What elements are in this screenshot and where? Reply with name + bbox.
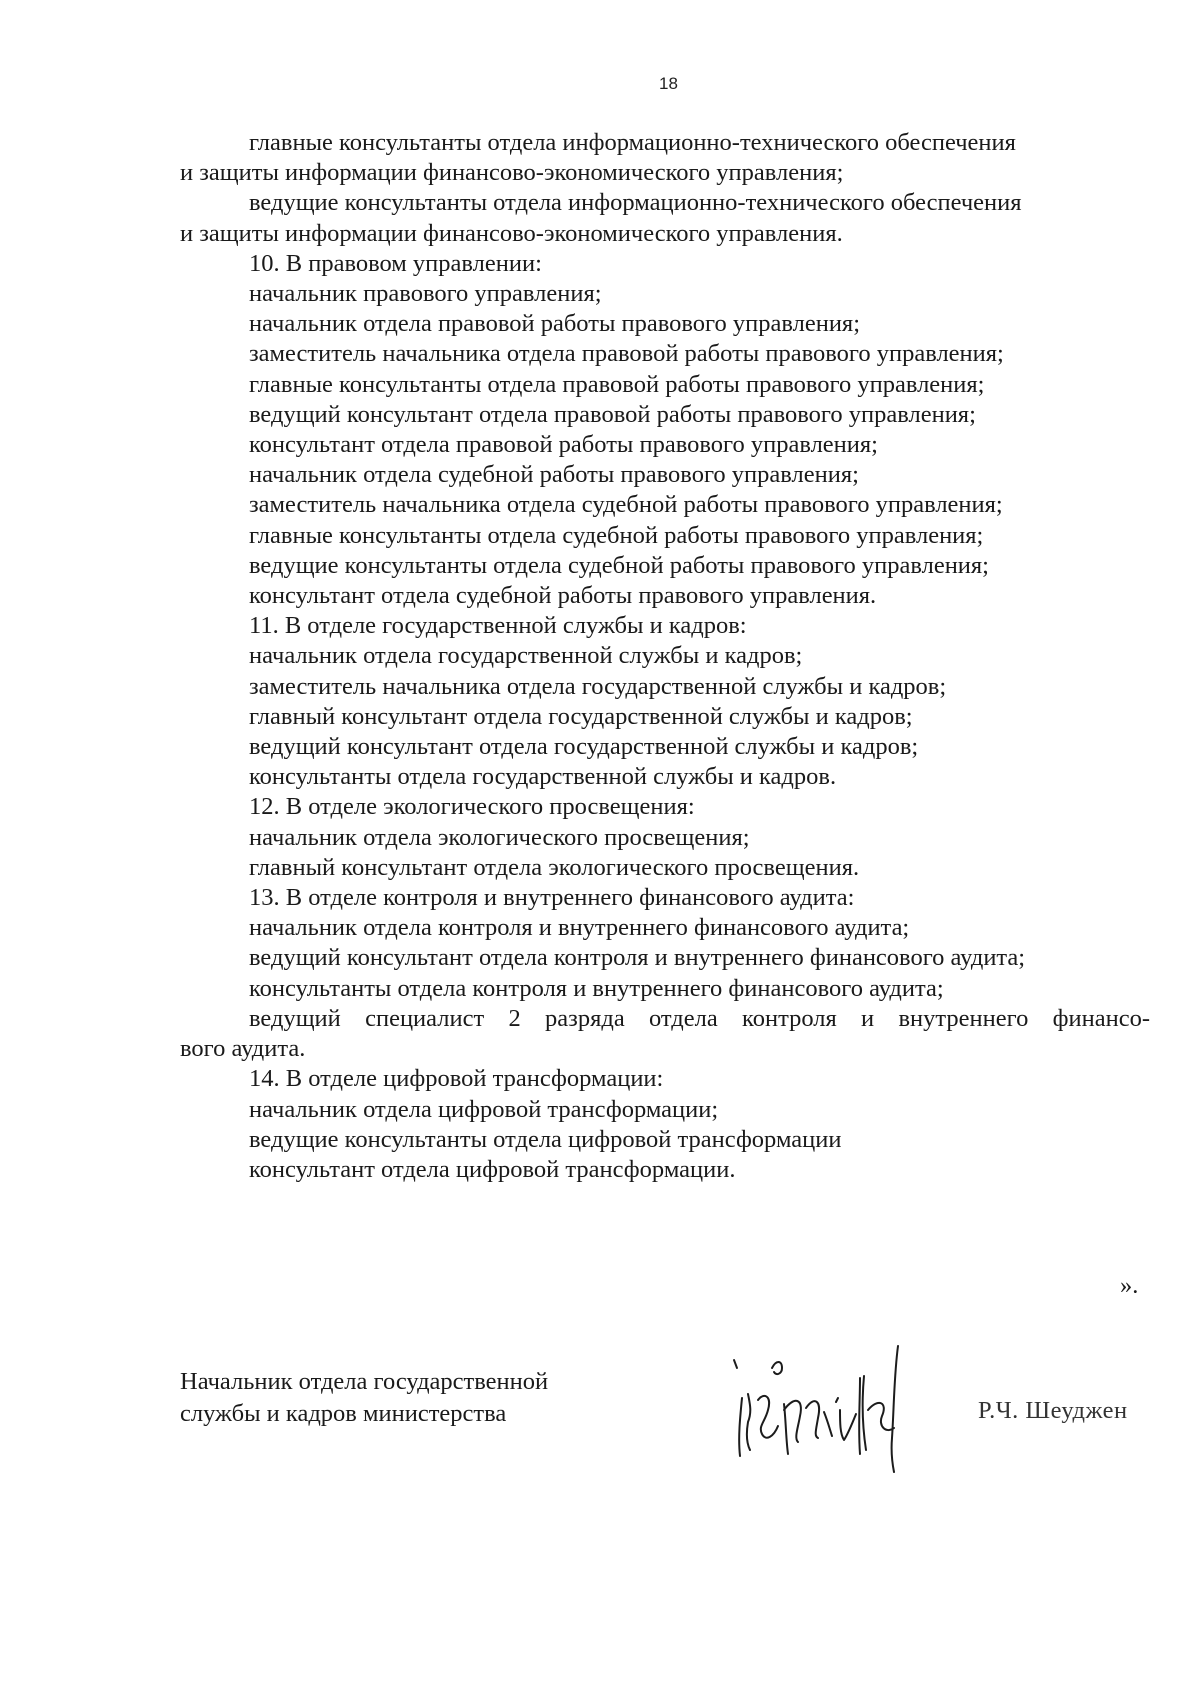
page-number: 18 <box>659 74 678 93</box>
text-line: и защиты информации финансово-экономического управления. <box>180 219 843 247</box>
text-line: консультант отдела цифровой трансформации. <box>249 1155 736 1183</box>
text-line: 10. В правовом управлении: <box>249 249 542 277</box>
text-line: начальник отдела судебной работы правового управления; <box>249 461 859 489</box>
text-line: главные консультанты отдела правовой работы правового управления; <box>249 370 985 398</box>
signatory-title <box>180 1366 640 1430</box>
text-line: консультанты отдела контроля и внутреннего финансового аудита; <box>249 974 944 1002</box>
text-line: главные консультанты отдела судебной работы правового управления; <box>249 521 984 549</box>
text-line: заместитель начальника отдела судебной работы правового управления; <box>249 491 1003 519</box>
text-line: 11. В отделе государственной службы и кадров: <box>249 612 747 640</box>
signatory-title-line: Начальник отдела государственной <box>180 1368 549 1395</box>
text-line: главный консультант отдела экологического просвещения. <box>249 853 860 881</box>
text-line: ведущий консультант отдела правовой работы правового управления; <box>249 400 976 428</box>
text-line: ведущий консультант отдела контроля и внутреннего финансового аудита; <box>249 944 1026 972</box>
text-line: главный консультант отдела государственной службы и кадров; <box>249 702 913 730</box>
text-line: начальник правового управления; <box>249 280 602 308</box>
text-line: консультант отдела правовой работы правового управления; <box>249 431 878 459</box>
closing-quote: ». <box>1120 1272 1139 1299</box>
text-line: начальник отдела экологического просвещения; <box>249 823 750 851</box>
text-line: заместитель начальника отдела правовой работы правового управления; <box>249 340 1004 368</box>
text-line: главные консультанты отдела информационно-технического обеспечения <box>249 129 1016 156</box>
text-line: ведущий специалист 2 разряда отдела контроля и внутреннего финансо- <box>249 1004 1150 1032</box>
text-line: ведущие консультанты отдела судебной работы правового управления; <box>249 551 989 579</box>
text-line: ведущие консультанты отдела цифровой трансформации <box>249 1125 842 1153</box>
text-line: консультант отдела судебной работы правового управления. <box>249 582 877 610</box>
text-line: и защиты информации финансово-экономического управления; <box>180 159 844 187</box>
text-line: заместитель начальника отдела государственной службы и кадров; <box>249 672 947 700</box>
text-line: начальник отдела контроля и внутреннего финансового аудита; <box>249 914 910 942</box>
text-line: ведущие консультанты отдела информационно-технического обеспечения <box>249 189 1022 217</box>
text-line: ведущий консультант отдела государственной службы и кадров; <box>249 733 919 761</box>
text-line: начальник отдела государственной службы и кадров; <box>249 642 803 670</box>
text-line: 13. В отделе контроля и внутреннего финансового аудита: <box>249 884 855 912</box>
text-line: начальник отдела правовой работы правового управления; <box>249 310 861 338</box>
text-line: 14. В отделе цифровой трансформации: <box>249 1065 664 1093</box>
handwritten-signature <box>728 1338 918 1478</box>
text-line: консультанты отдела государственной службы и кадров. <box>249 763 837 791</box>
document-body <box>180 128 1150 1185</box>
signatory-title-line: службы и кадров министерства <box>180 1400 507 1427</box>
text-line: начальник отдела цифровой трансформации; <box>249 1095 719 1123</box>
text-line: вого аудита. <box>180 1035 306 1063</box>
signer-name: Р.Ч. Шеуджен <box>978 1397 1128 1424</box>
text-line: 12. В отделе экологического просвещения: <box>249 793 695 821</box>
